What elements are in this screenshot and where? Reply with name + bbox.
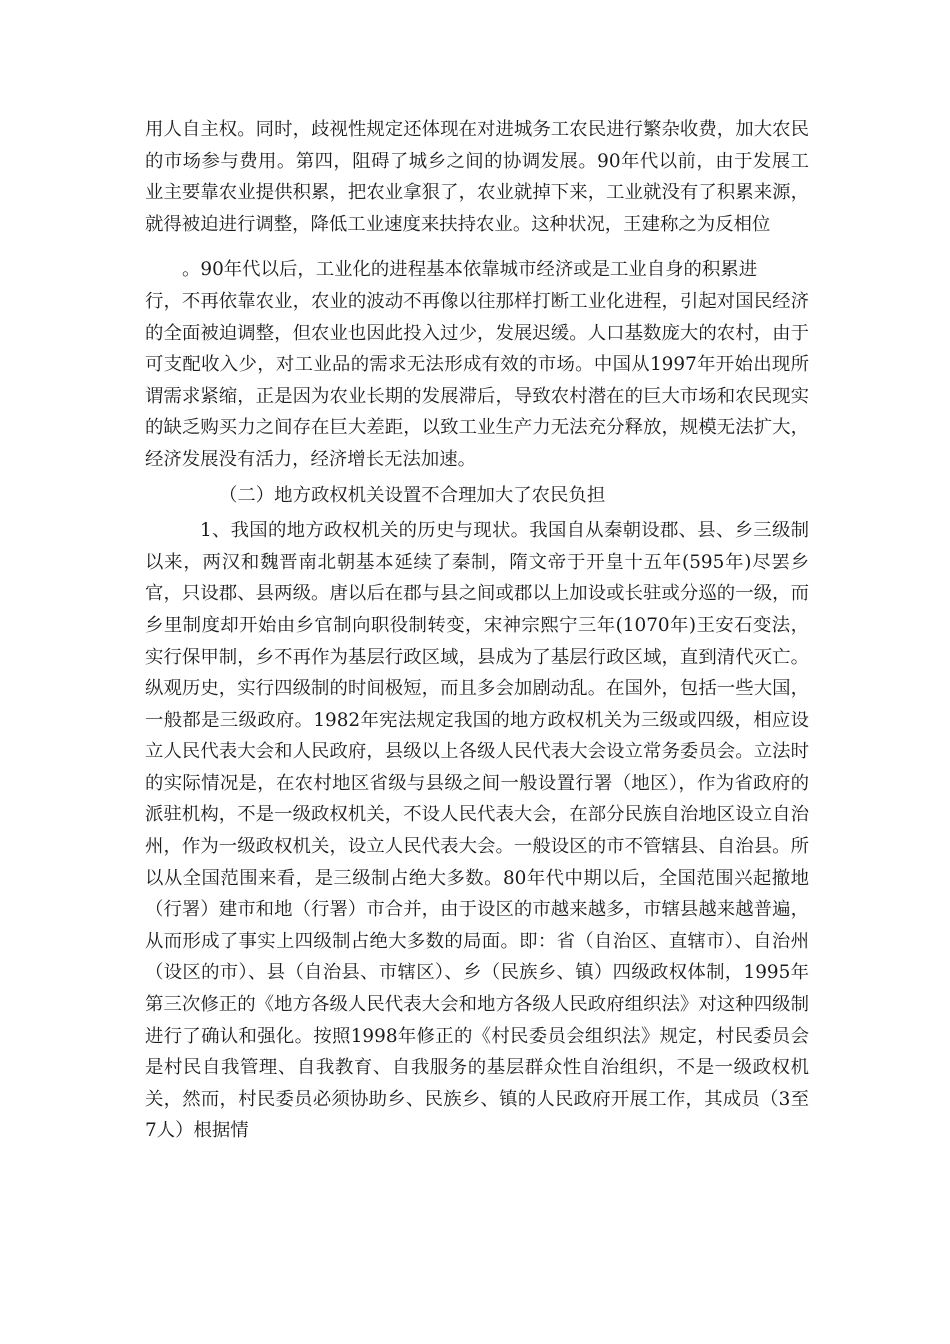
paragraph-after-1990-start: 。90年代以后，工业化的进程基本依靠城市经济或是工业自身的积累进 (182, 259, 758, 281)
document-body (145, 114, 809, 1147)
paragraph-after-1990-body: 行，不再依靠农业，农业的波动不再像以往那样打断工业化进程，引起对国民经济的全面被迫调整，但农业也因此投入过少，发展迟缓。人口基数庞大的农村，由于可支配收入少，对工业品的需求无法形成有效的市场。中国从1997年开始出现所谓需求紧缩，正是因为农业长期的发展滞后，导致农村潜在的巨大市场和农民现实的缺乏购买力之间存在巨大差距，以致工业生产力无法充分释放，规模无法扩大，经济发展没有活力，经济增长无法加速。 (145, 290, 809, 470)
section-heading-local-government: （二）地方政权机关设置不合理加大了农民负担 (219, 484, 606, 506)
paragraph-discrimination-continued: 用人自主权。同时，歧视性规定还体现在对进城务工农民进行繁杂收费，加大农民的市场参与费用。第四，阻碍了城乡之间的协调发展。90年代以前，由于发展工业主要靠农业提供积累，把农业拿狠了，农业就掉下来，工业就没有了积累来源，就得被迫进行调整，降低工业速度来扶持农业。这种状况，王建称之为反相位 (145, 119, 809, 235)
paragraph-local-government-history: 1、我国的地方政权机关的历史与现状。我国自从秦朝设郡、县、乡三级制以来，两汉和魏晋南北朝基本延续了秦制，隋文帝于开皇十五年(595年)尽罢乡官，只设郡、县两级。唐以后在郡与县之间或郡以上加设或长驻或分巡的一级，而乡里制度却开始由乡官制向职役制转变，宋神宗熙宁三年(1070年)王安石变法，实行保甲制，乡不再作为基层行政区域，县成为了基层行政区域，直到清代灭亡。纵观历史，实行四级制的时间极短，而且多会加剧动乱。在国外，包括一些大国，一般都是三级政府。1982年宪法规定我国的地方政权机关为三级或四级，相应设立人民代表大会和人民政府，县级以上各级人民代表大会设立常务委员会。立法时的实际情况是，在农村地区省级与县级之间一般设置行署（地区），作为省政府的派驻机构，不是一级政权机关，不设人民代表大会，在部分民族自治地区设立自治州，作为一级政权机关，设立人民代表大会。一般设区的市不管辖县、自治县。所以从全国范围来看，是三级制占绝大多数。80年代中期以后，全国范围兴起撤地（行署）建市和地（行署）市合并，由于设区的市越来越多，市辖县越来越普遍，从而形成了事实上四级制占绝大多数的局面。即：省（自治区、直辖市）、自治州（设区的市）、县（自治县、市辖区）、乡（民族乡、镇）四级政权体制，1995年第三次修正的《地方各级人民代表大会和地方各级人民政府组织法》对这种四级制进行了确认和强化。按照1998年修正的《村民委员会组织法》规定，村民委员会是村民自我管理、自我教育、自我服务的基层群众性自治组织，不是一级政权机关，然而，村民委员必须协助乡、民族乡、镇的人民政府开展工作，其成员（3至7人）根据情 (145, 520, 809, 1142)
